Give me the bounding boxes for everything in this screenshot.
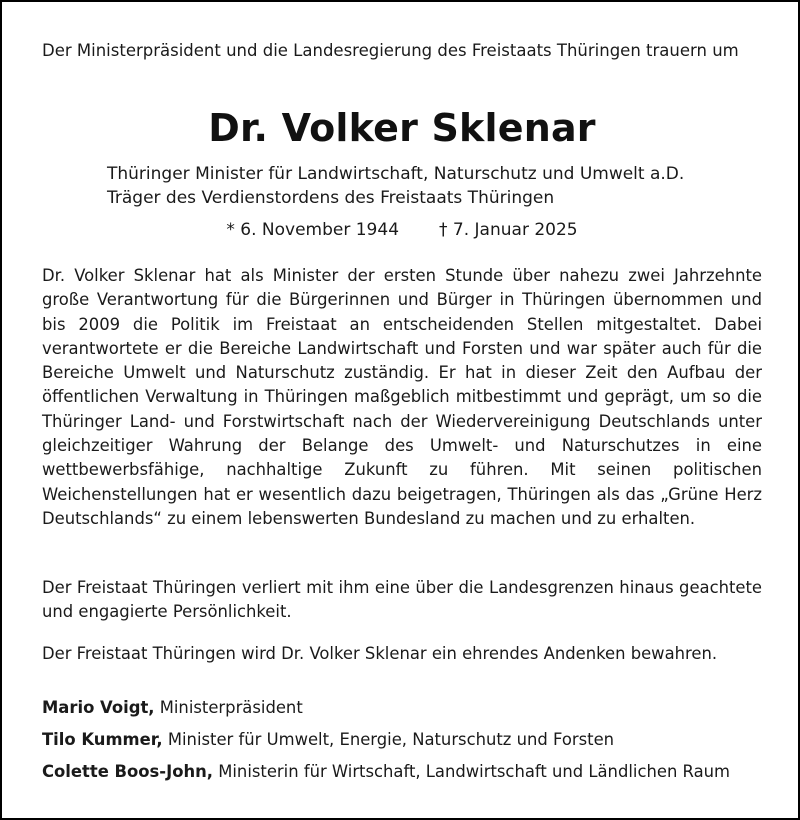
signatory-title: Minister für Umwelt, Energie, Naturschutz und Forsten	[167, 730, 615, 749]
birth-date: * 6. November 1944	[226, 220, 400, 240]
remembrance-paragraph: Der Freistaat Thüringen wird Dr. Volker Sklenar ein ehrendes Andenken bewahren.	[42, 644, 718, 663]
role-order: Träger des Verdienstordens des Freistaats Thüringen	[107, 188, 555, 208]
life-dates	[2, 220, 800, 240]
signatory-title: Ministerin für Wirtschaft, Landwirtschaft und Ländlichen Raum	[218, 762, 730, 781]
signatory-title: Ministerpräsident	[159, 698, 303, 717]
roles-block	[107, 162, 684, 210]
signatory-name: Tilo Kummer,	[42, 730, 163, 749]
closing-paragraph: Der Freistaat Thüringen verliert mit ihm eine über die Landesgrenzen hinaus geachtete und engagierte Persönlichkeit.	[42, 578, 762, 622]
death-date: † 7. Januar 2025	[439, 220, 578, 240]
signatory-3	[42, 760, 730, 784]
intro-text: Der Ministerpräsident und die Landesregierung des Freistaats Thüringen trauern um	[42, 41, 739, 60]
signatory-1	[42, 696, 303, 720]
tribute-paragraph: Dr. Volker Sklenar hat als Minister der ersten Stunde über nahezu zwei Jahrzehnte große Verantwortung für die Bürgerinnen und Bürger in Thüringen übernommen und bis 2009 die Politik im Freistaat an entscheidenden Stellen mitgestaltet. Dabei verantwortete er die Bereiche Landwirtschaft und Forsten und war später auch für die Bereiche Umwelt und Naturschutz zuständig. Er hat in dieser Zeit den Aufbau der öffentlichen Verwaltung in Thüringen maßgeblich mitbestimmt und geprägt, um so die Thüringer Land- und Forstwirtschaft nach der Wiedervereinigung Deutschlands unter gleichzeitiger Wahrung der Belange des Umwelt- und Naturschutzes in eine wettbewerbsfähige, nachhaltige Zukunft zu führen. Mit seinen politischen Weichenstellungen hat er wesentlich dazu beigetragen, Thüringen als das „Grüne Herz Deutschlands“ zu einem lebenswerten Bundesland zu machen und zu erhalten.	[42, 266, 762, 528]
signatory-2	[42, 728, 614, 752]
signatory-name: Mario Voigt,	[42, 698, 155, 717]
deceased-name: Dr. Volker Sklenar	[208, 106, 596, 150]
role-minister: Thüringer Minister für Landwirtschaft, Naturschutz und Umwelt a.D.	[107, 164, 685, 184]
signatory-name: Colette Boos-John,	[42, 762, 214, 781]
